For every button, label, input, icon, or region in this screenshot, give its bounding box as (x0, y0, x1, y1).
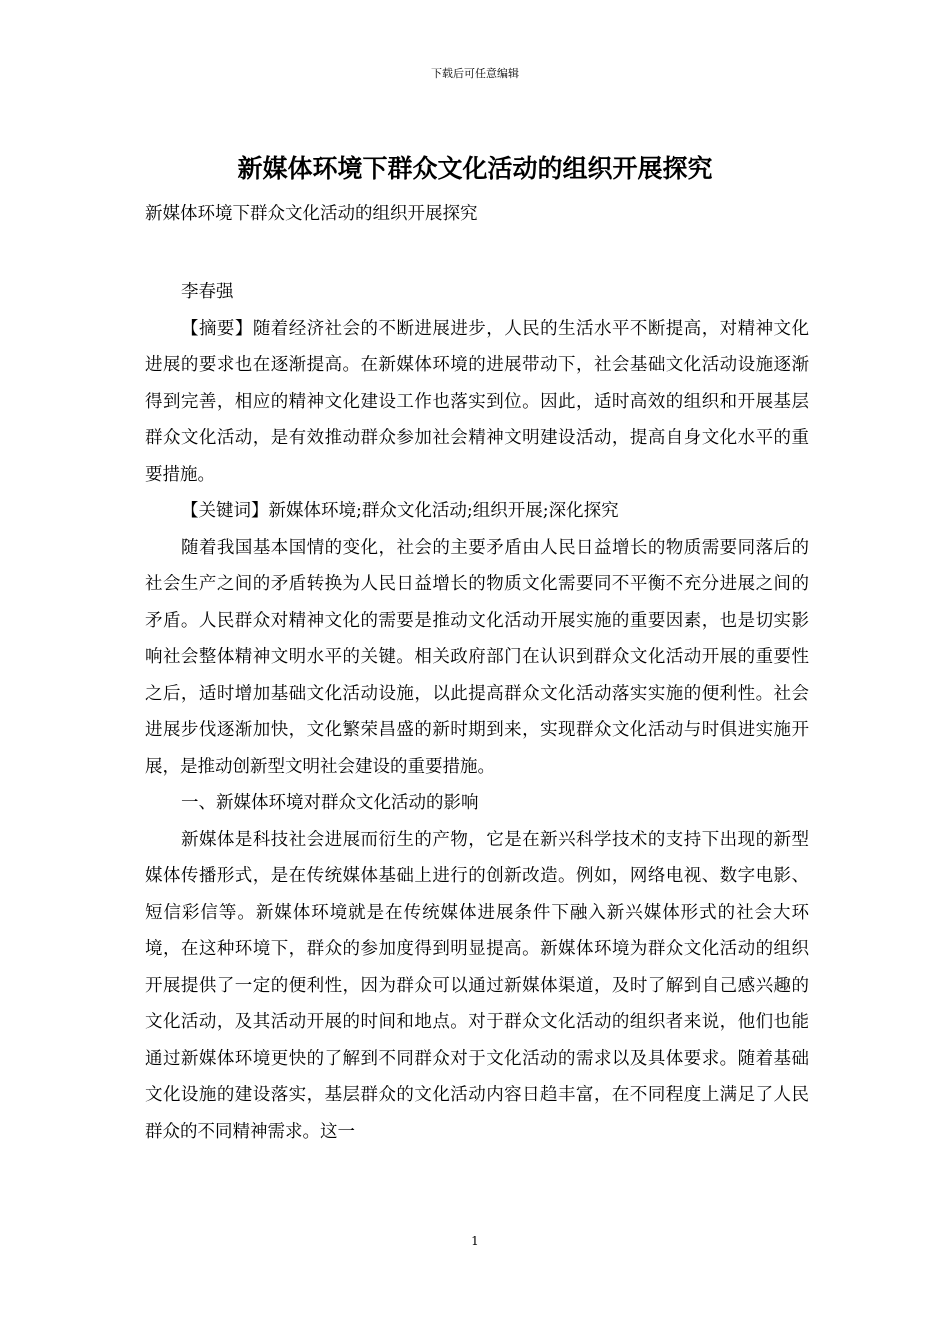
document-subtitle: 新媒体环境下群众文化活动的组织开展探究 (145, 204, 478, 224)
keywords-paragraph: 【关键词】新媒体环境;群众文化活动;组织开展;深化探究 (181, 501, 619, 521)
body-paragraph: 新媒体是科技社会进展而衍生的产物，它是在新兴科学技术的支持下出现的新型媒体传播形式，是在传统媒体基础上进行的创新改造。例如，网络电视、数字电影、短信彩信等。新媒体环境就是在传统媒体进展条件下融入新兴媒体形式的社会大环境，在这种环境下，群众的参加度得到明显提高。新媒体环境为群众文化活动的组织开展提供了一定的便利性，因为群众可以通过新媒体渠道，及时了解到自己感兴趣的文化活动，及其活动开展的时间和地点。对于群众文化活动的组织者来说，他们也能通过新媒体环境更快的了解到不同群众对于文化活动的需求以及具体要求。随着基础文化设施的建设落实，基层群众的文化活动内容日趋丰富，在不同程度上满足了人民群众的不同精神需求。这一 (145, 829, 809, 1142)
body-paragraph: 随着我国基本国情的变化，社会的主要矛盾由人民日益增长的物质需要同落后的社会生产之间的矛盾转换为人民日益增长的物质文化需要同不平衡不充分进展之间的矛盾。人民群众对精神文化的需要是推动文化活动开展实施的重要因素，也是切实影响社会整体精神文明水平的关键。相关政府部门在认识到群众文化活动开展的重要性之后，适时增加基础文化活动设施，以此提高群众文化活动落实实施的便利性。社会进展步伐逐渐加快，文化繁荣昌盛的新时期到来，实现群众文化活动与时俱进实施开展，是推动创新型文明社会建设的重要措施。 (145, 537, 809, 777)
document-title: 新媒体环境下群众文化活动的组织开展探究 (237, 154, 713, 183)
abstract-paragraph: 【摘要】随着经济社会的不断进展进步，人民的生活水平不断提高，对精神文化进展的要求也在逐渐提高。在新媒体环境的进展带动下，社会基础文化活动设施逐渐得到完善，相应的精神文化建设工作也落实到位。因此，适时高效的组织和开展基层群众文化活动，是有效推动群众参加社会精神文明建设活动，提高自身文化水平的重要措施。 (145, 318, 809, 485)
page-header-note: 下载后可任意编辑 (431, 67, 519, 80)
page-number: 1 (471, 1234, 479, 1248)
section-heading: 一、新媒体环境对群众文化活动的影响 (181, 793, 479, 813)
author-name: 李春强 (181, 282, 234, 302)
document-body (145, 274, 809, 1150)
